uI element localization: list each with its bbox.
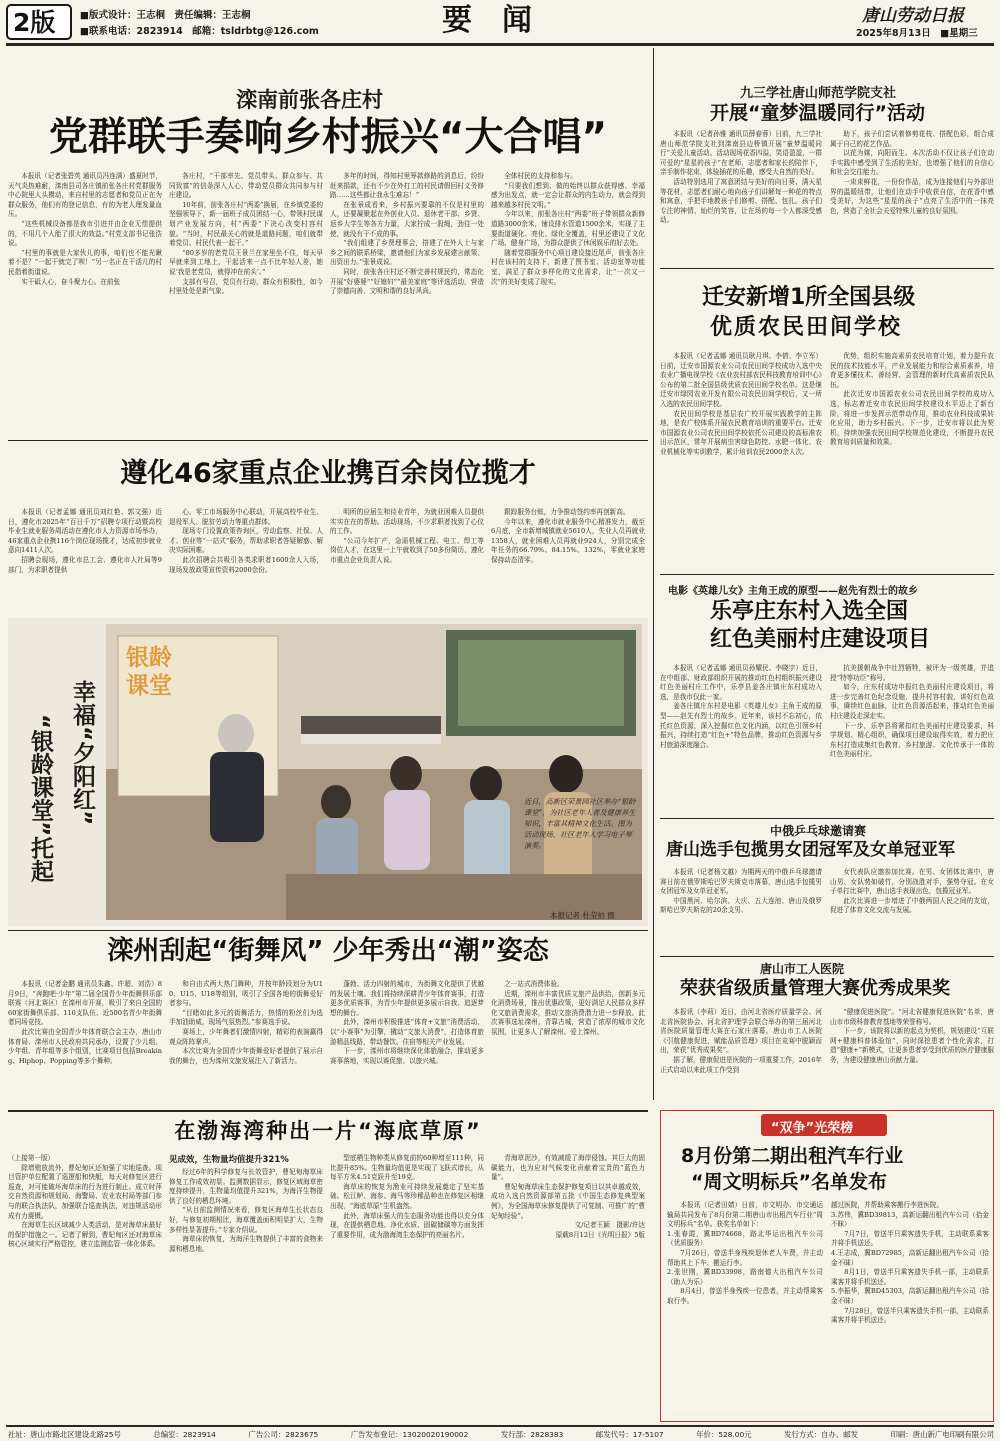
- a1-c1-p2: “这些机械设备都是我市引进并由企业无偿提供的，不用几个人能了很大的效益。”村党支部书记张浩说。: [8, 219, 162, 248]
- rule-a2-a3: [660, 268, 994, 269]
- a3-c1-p2: 农民田间学校是基层农广校开展实践教学的主阵地，是农广校体系开展农民教育培训的重要平台。迁安市国源农业公司农民田间学校依托公司建设的高标准农田示范区，常年开展病虫害绿色防控、水肥一体化、农业机械化等实训教学，累计培训农民2000余人次。: [660, 409, 822, 456]
- a9-c2-p1: 经过6年的科学修复与长效管护，曹妃甸海草床修复工作成效初显。监测数据显示，修复区域海草密度持续提升，生物量均值提升321%，为海洋生物提供了良好的栖息环境。: [169, 1168, 323, 1205]
- paper-name: 唐山劳动日报: [862, 6, 964, 26]
- a4-c3-p1: 明所的应届生和待业青年，为就业困难人员提供实实在在的帮助。活动现场，不少求职者找到了心仪的工作。: [330, 508, 484, 536]
- a1-col-3: [330, 172, 484, 434]
- edition-number: 2版: [13, 8, 56, 37]
- a1-c2-p3: “80多岁的老党员王景兰在家里坐不住，每天早早就来到工地上，干起活来一点不比年轻人差，她说‘我是老党员，就得冲在前头’。”: [169, 248, 323, 276]
- footer-price: 年价：528.00元: [696, 1430, 752, 1439]
- a6-c2-p1: 女代表队应邀参加比赛。在男、女团体比赛中，唐山男、女队势如破竹，分别战胜对手，强势夺冠。在女子单打比赛中，唐山选手表现出色，包揽冠亚军。: [830, 868, 994, 896]
- screen-label-l1: 银龄: [126, 645, 172, 671]
- a1-c3-p3: “我们组建了乡贤理事会，搭建了在外人士与家乡之间的联系桥梁，邀请他们为家乡发展建言献策、出资出力。”张景成说。: [330, 239, 484, 267]
- footer-ad-phone: 广告公司：2823675: [248, 1430, 319, 1439]
- a6-col-2: [830, 868, 994, 950]
- a10-item-5-note: 7月28日，曾送半只乘客遗失手机一部，主动联系乘客并将手机送还。: [831, 1306, 989, 1325]
- a9-c3-p3: 此外，海草床强大的生态服务功能也得以充分体现，在提供栖息地、净化水质、固碳储碳等方面发挥了重要作用，成为渤海湾生态保护的亮丽名片。: [330, 1211, 484, 1239]
- a8-col-2: [830, 1008, 994, 1106]
- a8-c2-p1: “健康促进医院”。“河北省健康促进医院”名单，唐山市市级科普教育基地等荣誉称号。: [830, 1008, 994, 1026]
- rule-a5-tennis: [660, 818, 994, 819]
- a4-c2-p3: 此次招聘会共吸引各类求职者1600余人入场，现场发放政策宣传资料2000余份。: [169, 555, 323, 574]
- a6-c2-p2: 此次比赛进一步增进了中俄两国人民之间的友谊，促进了体育文化交流与发展。: [830, 896, 994, 915]
- a1-c3-p2: 在张景成看来，乡村振兴要靠的不仅是村里的人，还要凝聚起在外创业人员、退休老干部、乡贤、返乡大学生等各方力量，大家拧成一股绳，劲往一处使，就没有干不成的事。: [330, 200, 484, 238]
- footer-rule: [6, 1425, 994, 1427]
- issue-date: 2025年8月13日 ■星期三: [856, 28, 978, 39]
- a4-col-1: [8, 508, 162, 614]
- footer-distribution: 发行方式：自办、邮发: [784, 1430, 858, 1439]
- a9-title: 在渤海湾种出一片“海底草原”: [174, 1119, 482, 1143]
- a9-col-4: [491, 1154, 645, 1422]
- a3-c2-p1: 优势，组织实施高素质农民培育计划，着力提升农民的技术技能水平，产业发展能力和综合素质素养，培育更多懂技术、善经营、会管理的新时代高素质农民队伍。: [830, 352, 994, 389]
- a4-col-4: [491, 508, 645, 614]
- a9-c2-p2: “从目前监测情况来看，修复区海草生长状态良好，与修复初期相比，海草覆盖面积明显扩大，生物多样性显著提升。”专家介绍说。: [169, 1206, 323, 1234]
- a1-c2-p1: 各庄村，“干部率先、党员带头、群众参与、共同致富”的信条深入人心，带动党员群众共同参与村庄建设。: [169, 172, 323, 200]
- a8-kicker: 唐山市工人医院: [760, 962, 845, 976]
- a7-c3-p3: 下一步，滦州市将继续深化体旅融合，推动更多赛事落地，实现以赛促旅、以旅兴城。: [330, 1047, 484, 1065]
- a9-c2-p3: 海草床的恢复，为海洋生物提供了丰富的食物来源和栖息地。: [169, 1235, 323, 1253]
- a3-col-1: [660, 352, 822, 570]
- honor-badge-label: “双争”光荣榜: [771, 1121, 854, 1136]
- footer-ad-license: 广告发布登记：13020020190002: [350, 1430, 469, 1439]
- a10-item-3: 3.苏伟，冀BD39813，高新运翻出租汽车公司（拾金不昧）: [831, 1210, 989, 1229]
- photo-title-b: “银龄课堂”托起: [27, 714, 53, 883]
- article-street-dance: [8, 934, 647, 1106]
- honor-roll-box: [660, 1110, 994, 1422]
- photo-title-a: 幸福“夕阳红”: [69, 680, 95, 826]
- article-hospital: [660, 960, 994, 1106]
- a7-c3-p1: 蓬勃、活力四射的城市，为街舞文化提供了优越的发展土壤。我们将持续深耕青少年体育赛事，打造更多优质赛事，为青少年提供更多展示自我、追逐梦想的舞台。: [330, 980, 484, 1017]
- a6-c1-p1: 本报讯（记者杨文越）为期两天的中俄乒乓球邀请赛日前在俄罗斯哈巴罗夫斯克市落幕，唐山选手包揽男女团冠军及女单冠亚军。: [660, 868, 822, 896]
- a8-col-1: [660, 1008, 822, 1106]
- a4-c3-p2: “公司今年扩产，急需机械工程、电工、焊工等岗位人才，在这里一上午就收到了50多份简历，遵化市重点企业负责人说。: [330, 536, 484, 564]
- a5-c1-p1: 本报讯（记者孟娜 通讯员孙耀民、李晓宇）近日，在中组部、财政部组织开展的推动红色村组织振兴建设红色美丽村庄工作中，乐亭县姜各庄镇庄东村成功入选，是我市仅此一家。: [660, 664, 822, 701]
- a10-title-line-2: “周文明标兵”名单发布: [691, 1171, 887, 1193]
- article-child-dream: [660, 48, 994, 266]
- a7-col-2: [169, 980, 323, 1106]
- footer-dist-dept: 发行部：2828383: [500, 1430, 564, 1439]
- a9-col-1: [8, 1154, 162, 1422]
- a3-c1-p1: 本报讯（记者孟娜 通讯员耿月琪、李倩、李立军）日前，迁安市国源农业公司农民田间学校成功入选中央农业广播电视学校《农业农村部农民科技教育培训中心》公布的第二批全国县级优质农民田间学校名单。这是继迁安市绿园农业开发有限公司农民田间学校后，又一所入选的农民田间学校。: [660, 352, 822, 408]
- a8-c2-p2: 下一步，该院将以新的起点为契机，规划建设“互联网+健康科普体验馆”，同时深挖患者个性化需求，打造“健康+”新模式，让更多患者享受到优质的医疗健康服务，为建设健康唐山贡献力量。: [830, 1027, 994, 1064]
- a7-c4-p1: 之一站式消费体验。: [504, 980, 564, 988]
- main-column-divider: [653, 48, 654, 1100]
- a9-c4-p1: 青海草泥沙，有效减缓了海岸侵蚀。其巨大的固碳能力，也为应对气候变化贡献着宝贵的“蓝色力量”。: [491, 1154, 645, 1182]
- a2-col-1: [660, 130, 822, 266]
- rule-a3-a5: [660, 574, 994, 575]
- a2-c2-p2: 以花为媒，向阳而生。本次活动不仅让孩子们在动手实践中感受到了生活的美好，也增强了他们的自信心和社会交往能力。: [830, 149, 994, 177]
- a2-c1-p1: 本报讯（记者孙雅 通讯员薛春蓉）日前，九三学社唐山师范学院支社到滦南县边桥镇开展“童梦温暖同行”关爱儿童活动。活动现场花香四溢，笑语盈盈，一群可爱的“星星的孩子”在老师、志愿者和家长的陪伴下，亲手制作花束、体验插花的乐趣，感受大自然的美好。: [660, 130, 822, 177]
- a1-c2-p4: 支部有号召，党员有行动，群众有积极性，如今村里处处是新气象。: [169, 277, 323, 296]
- rule-a7-a9: [8, 1110, 648, 1112]
- footer-post-code: 邮发代号：17-5107: [595, 1430, 664, 1439]
- a10-item-1-note: 7月26日，曾送半身残疾退休老人车费，并主动帮助其上下车、搬运行李。: [667, 1248, 823, 1267]
- photo-caption: [524, 796, 636, 906]
- a5-title-line-1: 乐亭庄东村入选全国: [710, 599, 909, 624]
- photo-feature: [8, 618, 648, 926]
- a7-c2-p3: 赛场上，少年舞者们激情四射，精彩的表演赢得观众阵阵掌声。: [169, 1027, 323, 1046]
- a8-c1-p1: 本报讯（李莉）近日，由河北省医疗质量学会、河北省医院协会、河北省护理学会联合举办的第三届河北省医院质量管理大赛在石家庄落幕。唐山市工人医院《引航健康促进，赋能品质管理》项目在竞赛中脱颖而出，荣获“优秀成果奖”。: [660, 1008, 822, 1055]
- footer-switchboard: 总编室：2823914: [153, 1430, 216, 1439]
- a4-title: 遵化46家重点企业携百余岗位揽才: [120, 458, 536, 489]
- a10-item-4: 4.王志成，冀BD72985，高新运翻出租汽车公司（拾金不昧）: [831, 1248, 989, 1267]
- footer-printer: 印刷：唐山新广电印刷有限公司: [890, 1430, 994, 1439]
- contact-line: ■联系电话：2823914 邮箱：tsldrbtg@126.com: [80, 26, 319, 37]
- a10-item-2-cont: 越过医院，并帮助乘客搬行李进医院。: [831, 1201, 944, 1209]
- a1-col-1: [8, 172, 162, 434]
- a9-byline: 文/记者王颖 摄影/许达: [574, 1221, 645, 1230]
- a1-col-4: [491, 172, 645, 434]
- layout-credit: ■版式设计：王志桐 责任编辑：王志桐: [80, 10, 251, 21]
- a4-c4-p1: 跟踪服务台账，力争推动签约率再创新高。: [504, 508, 630, 516]
- a7-c3-p2: 此外，滦州市积极推进“体育+文旅”消费活动，以“小赛事”为引擎，撬动“文旅大消费”，打造体育旅游精品线路，带动餐饮、住宿等相关产业发展。: [330, 1018, 484, 1046]
- a4-c1-p1: 本报讯（记者孟娜 通讯员刘红艳、郭文强）近日，遵化市2025年“百日千万”招聘专项行动暨高校毕业生就业服务周活动在遵化市人力资源市场举办，46家重点企业携116个岗位现场揽才，达成初步就业意向1411人次。: [8, 508, 162, 555]
- a1-c1-p4: 实干砥人心，奋斗聚力心。在前张: [21, 277, 121, 286]
- masthead: [0, 0, 1000, 46]
- a8-title: 荣获省级质量管理大赛优秀成果奖: [680, 978, 950, 999]
- rule-photo-a7: [8, 930, 648, 931]
- a1-c2-p2: 10年前，前张各庄村“两委”换届，在乡镇党委的坚强领导下，新一届班子成员团结一心，带领村民谋划产业发展方向，村“两委”下决心改变村容村貌。“当时，村民最关心的就是道路问题，咱们就带着党员、村民代表一起干。”: [169, 200, 323, 248]
- article-seagrass: [8, 1114, 647, 1422]
- a4-c2-p2: 现场专门设置政策咨询区，劳动监察、社保、人才、创业等“一站式”服务，帮助求职者答疑解惑、解决实际困难。: [169, 527, 323, 555]
- a3-c2-p2: 此次迁安市国源农业公司农民田间学校的成功入选，标志着迁安市农民田间学校建设水平迈上了新台阶，将进一步发挥示范带动作用，推动农业科技成果转化应用，助力乡村振兴。下一步，迁安市将以此为契机，持续加强农民田间学校规范化建设，不断提升农民教育培训质量和效果。: [830, 390, 994, 447]
- screen-label-l2: 课堂: [126, 673, 172, 699]
- a7-c2-p1: 和自由式两大热门舞种，并按年龄段划分为U10、U15、U18等组别，吸引了全国各地的街舞爱好者参与。: [169, 980, 323, 1008]
- a5-c2-p1: 抗美援朝战争中壮烈牺牲，被评为一级英雄，并追授“特等功臣”称号。: [830, 664, 994, 682]
- photo-credit: 本报记者 杜莹拍 摄: [550, 911, 615, 920]
- rule-a1-a4: [8, 440, 648, 441]
- article-farmer-school: [660, 272, 994, 570]
- a2-c2-p3: 一束束鲜花，一份份作品，成为连接他们与外部世界的温暖纽带，让他们在动手中收获自信，在花香中感受美好，为这些“星星的孩子”点亮了生活中的一抹亮色，营造了全社会关爱特殊儿童的良好氛围。: [830, 177, 994, 215]
- honor-badge: [761, 1114, 887, 1136]
- a10-col-2: [831, 1201, 989, 1419]
- a9-c1-p3: 在海草生长区域减少人类活动，是对海草床最好的保护措施之一。记者了解到，曹妃甸区还对海草床核心区域实行严格管控，建立监测监管一体化体系。: [8, 1221, 162, 1249]
- edition-badge: [6, 4, 72, 40]
- a2-title: 开展“童梦温暖同行”活动: [710, 102, 925, 124]
- article-zunhua-jobs: [8, 444, 647, 614]
- a4-c4-p2: 今年以来，遵化市就业服务中心精准发力，截至6月底，全市新增城镇就业5610人，失业人员再就业1358人，就业困难人员再就业924人，分别完成全年任务的66.79%、84.15%、132%，零就业家庭保持动态清零。: [491, 517, 645, 564]
- a10-intro: 本报讯（记者田婧）日前，市文明办、市交通运输局共同发布了8月份第二期唐山市出租汽车行业“周文明标兵”名单。获奖名单如下：: [667, 1201, 823, 1229]
- a1-c4-p4: 随着党群服务中心项目建设接近尾声，前张各庄村在该村的支持下，新建了图书室、活动室等功能室，满足了群众多样化的文化需求，让“一次又一次”的美好变成了现实。: [491, 248, 645, 286]
- a9-subhead: 见成效，生物量均值提升321%: [169, 1155, 289, 1165]
- a5-c2-p3: 下一步，乐亭县将紧扣红色美丽村庄建设要求，科学规划、精心组织，确保项目建设取得实效，着力把庄东村打造成集红色教育、乡村旅游、文化传承于一体的红色美丽村庄。: [830, 721, 994, 759]
- a7-c1-p2: 此次比赛由全国青少年体育联合会主办，唐山市体育局、滦州市人民政府共同承办，设置了少儿组、少年组、青年组等多个组别，比赛项目包括Breaking、Hiphop、Popping等多个舞种。: [8, 1027, 162, 1065]
- a3-title-line-1: 迁安新增1所全国县级: [702, 285, 916, 310]
- a9-source: 原载8月12日《光明日报》5版: [555, 1230, 645, 1239]
- a6-col-1: [660, 868, 822, 950]
- a10-item-1: 1.张春霞，冀BD74668，路北华运出租汽车公司（优质服务）: [667, 1229, 823, 1248]
- a7-col-4: [491, 980, 645, 1106]
- article-party-mass-chorus: [8, 48, 647, 434]
- a9-c3-p1: 型底栖生物种类从修复前的60种增至111种，同比提升85%。生物量均值更是实现了飞跃式增长，从每平方米4.51克跃升至19克。: [330, 1154, 484, 1182]
- a5-title-line-2: 红色美丽村庄建设项目: [710, 627, 931, 652]
- a6-kicker: 中俄乒乓球邀请赛: [770, 824, 867, 838]
- footer: [8, 1429, 994, 1440]
- a1-c3-p4: 同时，前张各庄村还不断完善村规民约，常态化开展“好婆婆”“好媳妇”“最美家庭”等评选活动，营造了崇德向善、文明和谐的良好风尚。: [330, 267, 484, 296]
- a10-col-1: [667, 1201, 823, 1419]
- a6-c1-p2: 中国黑河、哈尔滨、大庆、五大连池、唐山及俄罗斯哈巴罗夫斯克的20余支男、: [660, 896, 822, 915]
- a5-c1-p2: 姜各庄镇庄东村是电影《英雄儿女》主角王成的原型——赵先有烈士的故乡。近年来，该村不忘初心，依托红色资源，深入挖掘红色文化内涵，以红色引领乡村振兴，持续打造“红色+”特色品牌，推动红色资源与乡村旅游深度融合。: [660, 702, 822, 749]
- a10-item-3-note: 7月7日，曾送半只乘客遗失手机，主动联系乘客并将手机送还。: [831, 1229, 989, 1248]
- caption-text: 近日，高新区荣景园社区举办“银龄课堂”，为社区老年人普及健康养生知识，丰富其精神文化生活。图为活动现场，社区老年人学习电子琴演奏。: [524, 797, 636, 850]
- a10-item-2-note: 8月4日，曾送半身残疾一位患者，并主动帮乘客取行李。: [667, 1287, 823, 1305]
- section-title: 要 闻: [442, 3, 532, 38]
- a9-c1-p2: 除增殖放流外，曹妃甸区还加强了实地巡查。项目管护单位配置了巡逻船和快艇，每天对修复区进行巡查，对可能破坏海草床的行为进行制止。成立时萍交自然资源和规划局、海警局、农业农村局等部门参与的联合执法队，加强联合巡查执法，对违规活动形成有力震慑。: [8, 1163, 162, 1220]
- a10-item-5: 5.李振华，冀BD45303，高新运翻出租汽车公司（拾金不昧）: [831, 1287, 989, 1305]
- a5-kicker: 电影《英雄儿女》主角王成的原型——赵先有烈士的故乡: [668, 586, 918, 597]
- a9-col-2: [169, 1154, 323, 1422]
- a9-c3-p2: 海草床的恢复为渔业可持续发展奠定了坚实基础。松江鲈、海参、海马等珍稀品种也在修复区相继出现，“海底草原”生机盎然。: [330, 1182, 484, 1210]
- a5-c2-p2: 如今，庄东村成功申报红色美丽村庄建设项目，将进一步完善红色纪念设施、提升村容村貌，讲好红色故事，赓续红色血脉，让红色资源活起来，推动红色美丽村庄建设走深走实。: [830, 683, 994, 720]
- a7-c4-p2: 近期，滦州市丰富优质文旅产品供给，创新多元化消费场景，推出优惠政策，更好满足人民群众多样化文旅消费需求，推动文旅消费潜力进一步释放。此次赛事选址滦州，背靠古城，营造了浓厚的城市文化氛围，让更多人了解滦州、爱上滦州。: [491, 989, 645, 1036]
- a3-title-line-2: 优质农民田间学校: [710, 315, 903, 340]
- a1-c4-p1: 全体村民的支持和参与。: [504, 172, 577, 180]
- a4-col-2: [169, 508, 323, 614]
- a4-c1-p2: 招聘会现场，遵化市总工会、遵化市人社局等9部门，为求职者提供: [8, 555, 162, 574]
- a7-col-3: [330, 980, 484, 1106]
- article-tennis: [660, 820, 994, 950]
- a7-c1-p1: 本报讯（记者金鹏 通讯员朱鑫、许超、刘浩）8月9日，“奔跑吧·少年”第二届全国青少年街舞俱乐部联赛（河北赛区）在滦州市开赛，吸引了来自全国的60家街舞俱乐部、110支队伍、近500名青少年街舞者同场竞技。: [8, 980, 162, 1027]
- a1-title: 党群联手奏响乡村振兴“大合唱”: [48, 115, 608, 160]
- rule-a5-a6: [660, 956, 994, 957]
- screen-label: [126, 644, 186, 700]
- a7-col-1: [8, 980, 162, 1106]
- a2-col-2: [830, 130, 994, 266]
- a4-c2-p1: 心、零工市场服务中心联动，开展高校毕业生、退役军人、脱贫劳动力等重点群体。: [169, 508, 323, 526]
- a1-c1-p3: “村里的事就是大家伙儿的事，咱们也不能光瞅着不是？”一起干就完了呗！”另一名正在干活儿的村民指着街道说。: [8, 248, 162, 276]
- a7-c2-p2: “目睹如此多元的街舞活力，热情的粉丝们为选手加油助威，现场气氛热烈。”参赛选手说。: [169, 1008, 323, 1027]
- a2-kicker: 九三学社唐山师范学院支社: [740, 86, 897, 101]
- a10-item-4-note: 8月1日，曾送半只乘客遗失手机一部，主动联系乘客并将手机送还。: [831, 1268, 989, 1286]
- a1-c3-p1: 多年的时间，得知村里筹款修路的消息后，纷纷赶来捐款，还有不少在外打工的村民请假回村义务修路……这些都让我永生难忘！”: [330, 172, 484, 200]
- a1-kicker: 滦南前张各庄村: [236, 88, 383, 112]
- a1-col-2: [169, 172, 323, 434]
- a8-c1-p2: 据了解，健康促进是医院的一项重要工作，2016年正式启动以来此项工作受到: [660, 1055, 822, 1074]
- a9-c1-p1: （上接第一版）: [8, 1154, 55, 1162]
- a2-c1-p2: 活动特别选用了寓意团结与美好的向日葵、满天星等花材，志愿者们耐心地向孩子们讲解每一种花的特点和寓意，手把手地教孩子们修剪、搭配、包扎。孩子们专注的神情、灿烂的笑容，让在场的每一个人都深受感动。: [660, 177, 822, 225]
- a9-c4-p2: 曹妃甸海草床生态保护修复项目以其卓越成效，成功入选自然资源部第五批《中国生态修复典型案例》，为全国海草床修复提供了可复制、可推广的“曹妃甸经验”。: [491, 1182, 645, 1220]
- masthead-rule: [6, 43, 994, 46]
- a2-c2-p1: 助下，孩子们尝试着修剪花枝、搭配色彩，组合成属于自己的花艺作品。: [830, 130, 994, 148]
- a10-item-2: 2.张世刚，冀BD33998，路南德大出租汽车公司（助人为乐）: [667, 1268, 823, 1286]
- footer-address: 社址：唐山市路北区建设北路25号: [8, 1430, 121, 1439]
- a4-col-3: [330, 508, 484, 614]
- a1-c4-p3: 今年以来，前张各庄村“两委”班子带领群众新修道路3000余米，铺设排水管道1500余米，实现了主要街道硬化、亮化、绿化全覆盖，村里还建设了文化广场、健身广场，为群众提供了休闲娱乐的好去处。: [491, 210, 645, 248]
- a7-c2-p4: 本次比赛为全国青少年街舞爱好者提供了展示自我的舞台，也为滦州文旅发展注入了新活力。: [169, 1047, 323, 1065]
- a7-title: 滦州刮起“街舞风” 少年秀出“潮”姿态: [107, 936, 549, 966]
- a9-col-3: [330, 1154, 484, 1422]
- a3-col-2: [830, 352, 994, 570]
- a6-title: 唐山选手包揽男女团冠军及女单冠亚军: [666, 840, 955, 860]
- a1-c1-p1: 本报讯（记者张碧英 通讯员冯连满）盛夏时节，天气炎热难耐，滦南县司各庄镇前张各庄村党群服务中心院里人头攒动，来自村里的志愿者和党员正在为群众服务，他们有的登记信息，有的为老人理发量血压。: [8, 172, 162, 219]
- a10-title-line-1: 8月份第二期出租汽车行业: [681, 1145, 904, 1167]
- a1-c4-p2: “只要我们想到、做的始终以群众获得感、幸福感为出发点，就一定会让群众的内生动力，就会得到越来越多村民文明。”: [491, 181, 645, 209]
